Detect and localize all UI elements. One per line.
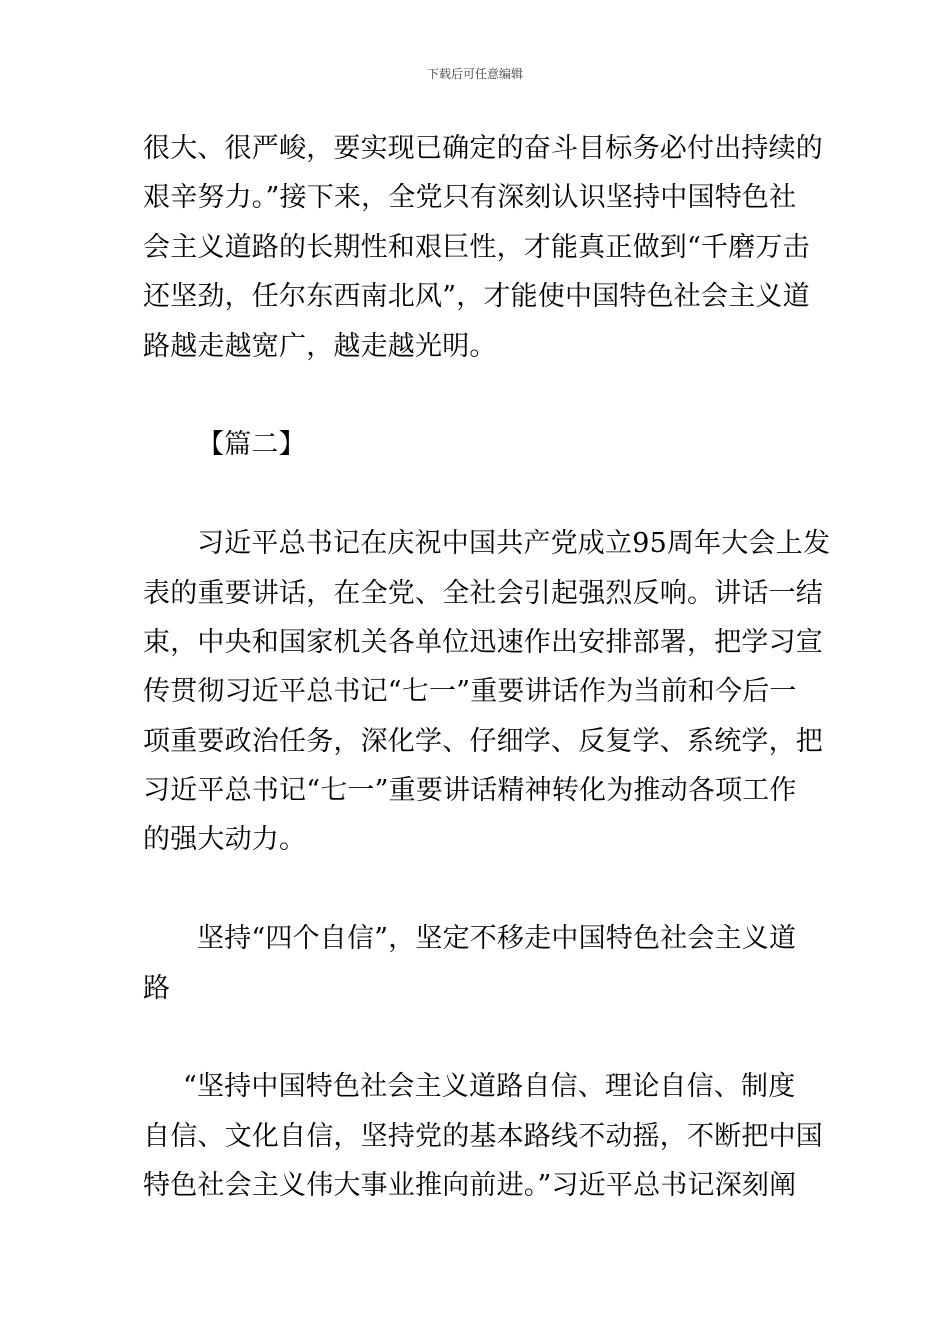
paragraph [143, 1062, 823, 1210]
text-line: “坚持中国特色社会主义道路自信、理论自信、制度 [183, 1071, 796, 1103]
text-line: 习近平总书记“七一”重要讲话精神转化为推动各项工作 [143, 775, 797, 807]
paragraph-continuation [143, 124, 823, 371]
text-line: 的强大动力。 [143, 824, 307, 856]
text-line: 会主义道路的长期性和艰巨性，才能真正做到“千磨万击 [143, 231, 810, 263]
section-title: 【篇二】 [197, 429, 306, 461]
page-header: 下载后可任意编辑 [426, 67, 523, 81]
text-line: 艰辛努力。”接下来，全党只有深刻认识坚持中国特色社 [143, 182, 797, 214]
paragraph-gap [143, 1013, 807, 1062]
text-line: 表的重要讲话，在全党、全社会引起强烈反响。讲话一结 [143, 577, 823, 609]
paragraph-gap [143, 865, 807, 914]
section-heading [143, 420, 807, 469]
text-line: 传贯彻习近平总书记“七一”重要讲话作为当前和今后一 [143, 676, 797, 708]
subheading [143, 914, 807, 1013]
text-line: 习近平总书记在庆祝中国共产党成立95周年大会上发 [197, 528, 831, 560]
text-line: 路 [143, 972, 171, 1004]
text-line: 特色社会主义伟大事业推向前进。”习近平总书记深刻阐 [143, 1170, 797, 1202]
text-line: 项重要政治任务，深化学、仔细学、反复学、系统学，把 [143, 725, 823, 757]
document-body [143, 124, 831, 1211]
paragraph-gap [143, 470, 807, 519]
text-line: 很大、很严峻，要实现已确定的奋斗目标务必付出持续的 [143, 133, 823, 164]
text-line: 还坚劲，任尔东西南北风”，才能使中国特色社会主义道 [143, 281, 810, 313]
text-line: 自信、文化自信，坚持党的基本路线不动摇，不断把中国 [143, 1120, 823, 1152]
text-line: 坚持“四个自信”，坚定不移走中国特色社会主义道 [197, 923, 797, 955]
text-line: 束，中央和国家机关各单位迅速作出安排部署，把学习宣 [143, 626, 823, 658]
paragraph-gap [143, 371, 807, 420]
text-line: 路越走越宽广，越走越光明。 [143, 330, 497, 362]
paragraph [143, 519, 831, 865]
